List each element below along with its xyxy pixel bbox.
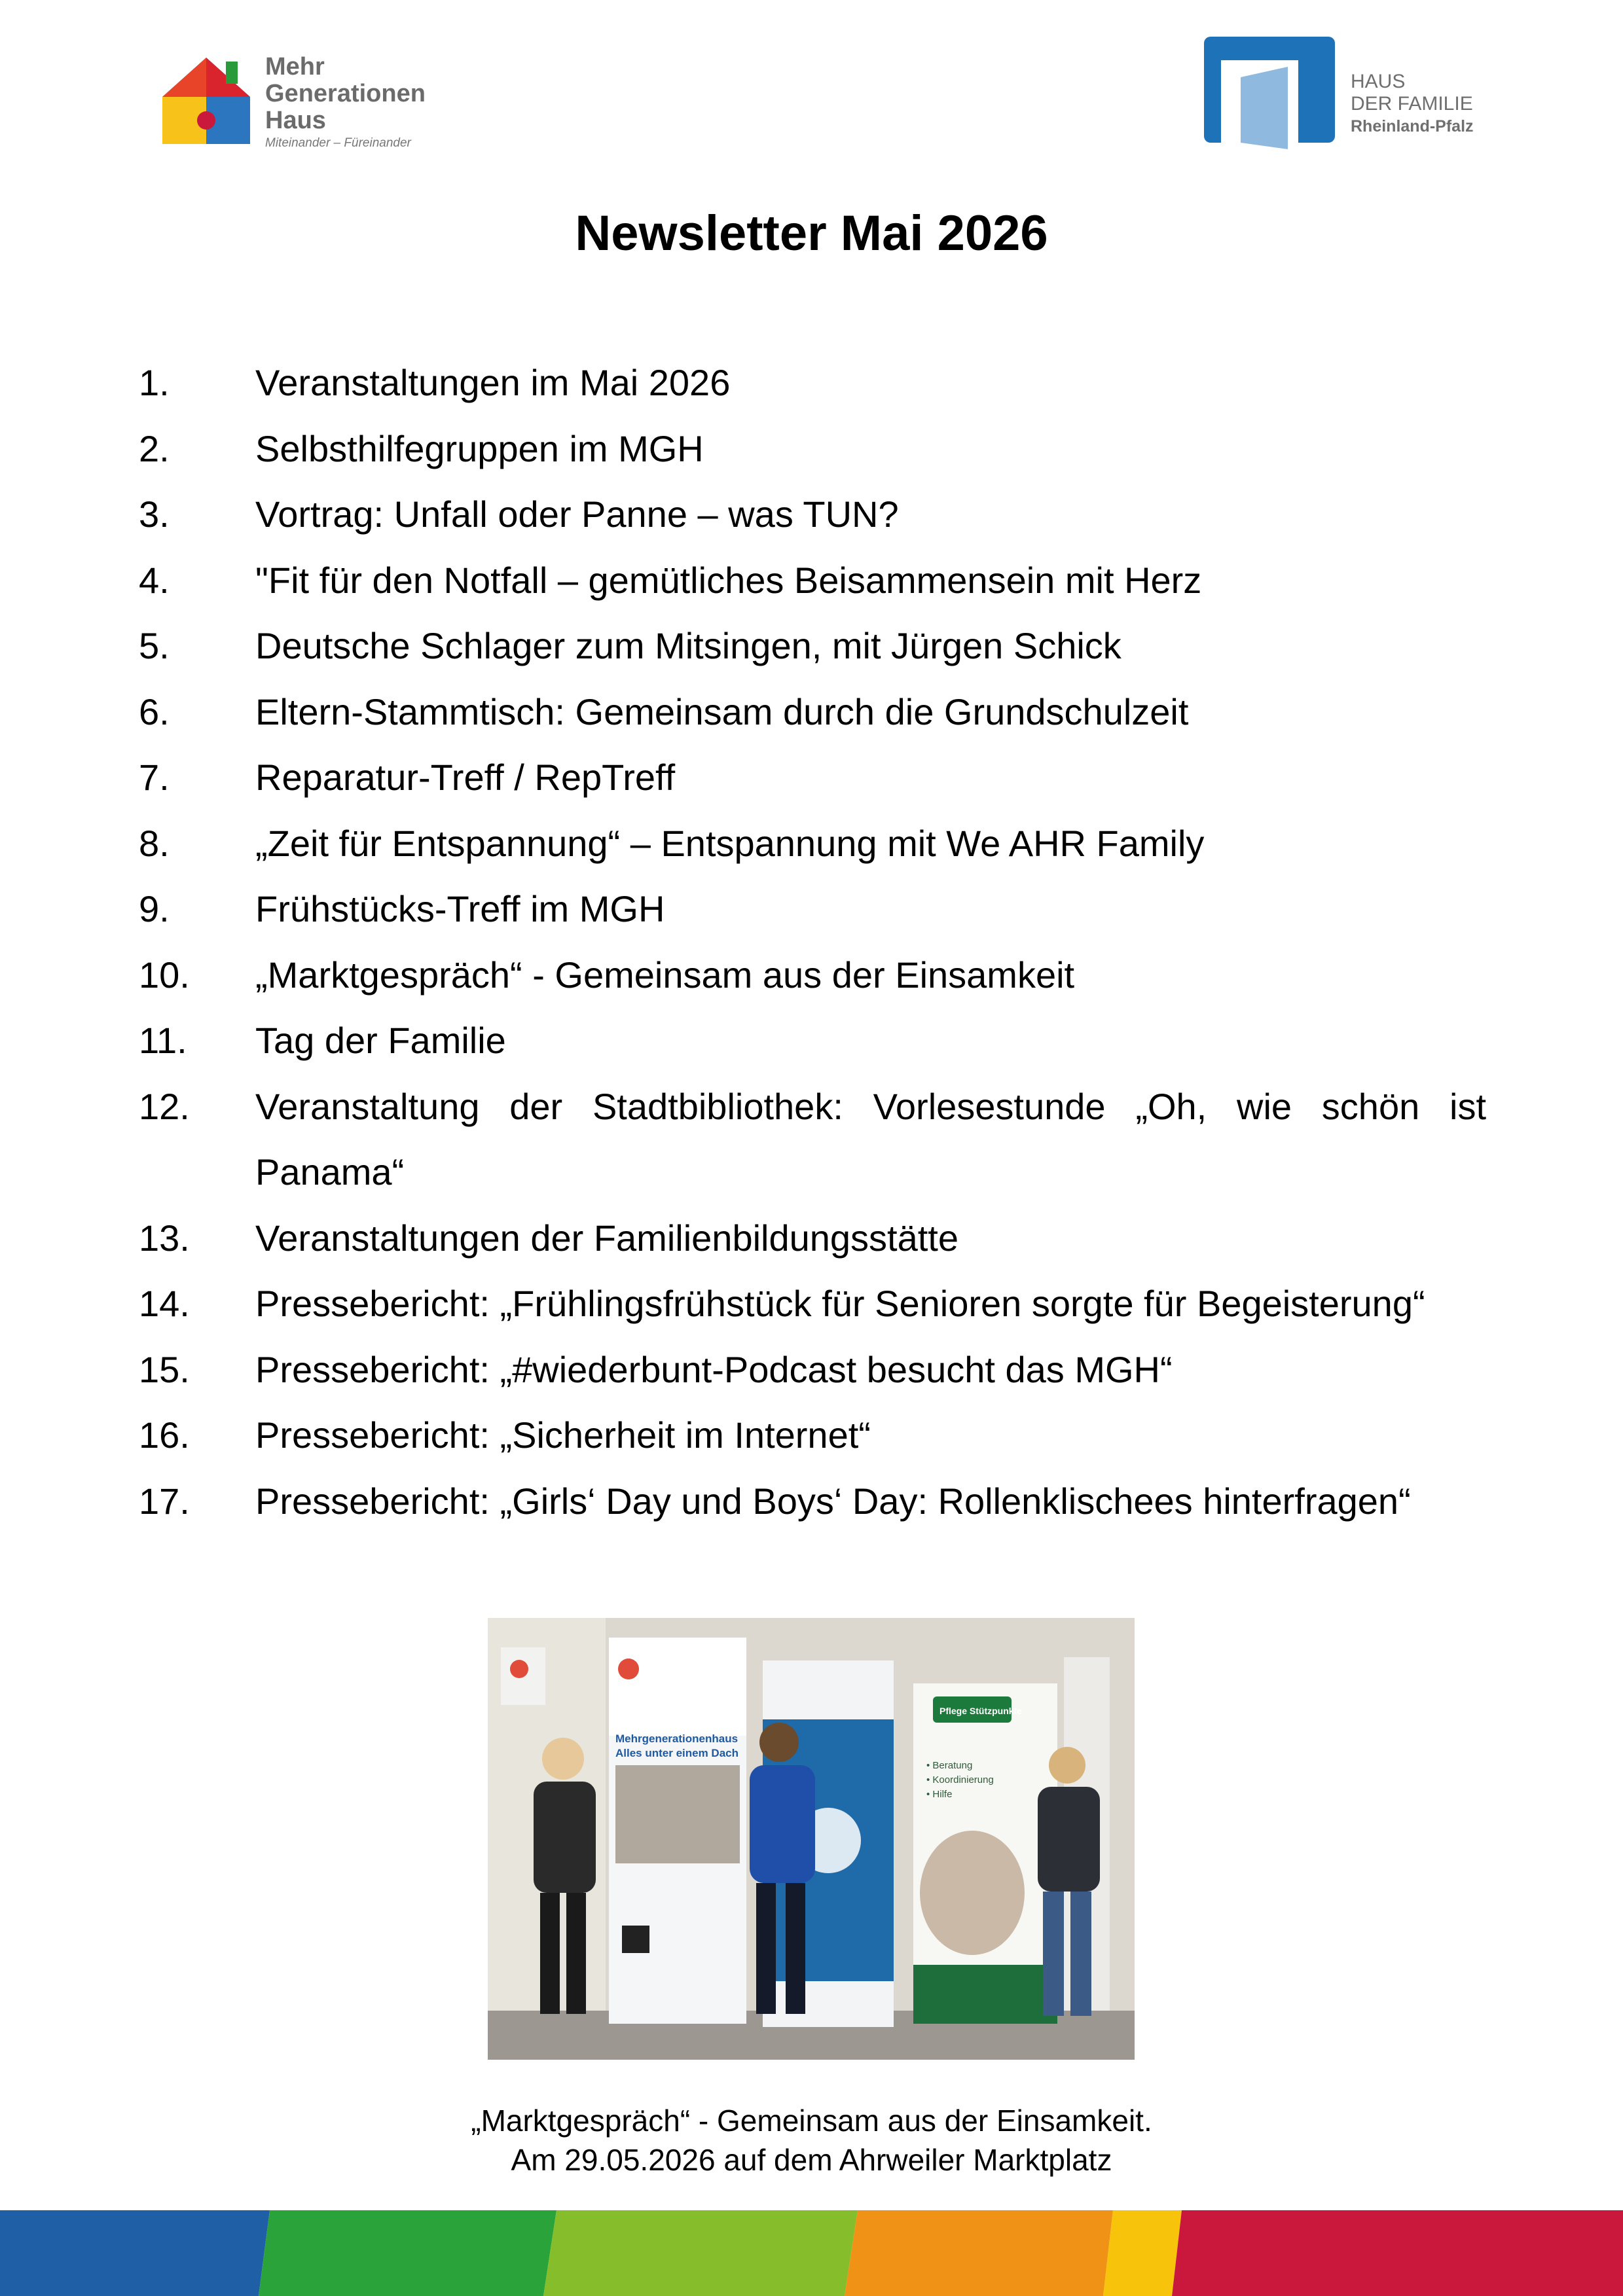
toc-item-text: Veranstaltungen im Mai 2026 bbox=[255, 362, 731, 403]
toc-item-text: Veranstaltungen der Familienbildungsstätte bbox=[255, 1217, 959, 1259]
bar-stripe-red bbox=[1172, 2210, 1623, 2296]
toc-item-number: 17. bbox=[139, 1480, 190, 1522]
table-of-contents bbox=[139, 350, 1486, 1534]
toc-item-number: 7. bbox=[139, 757, 170, 798]
toc-item bbox=[139, 416, 1486, 482]
bar-stripe-orange bbox=[845, 2210, 1113, 2296]
toc-item-number: 11. bbox=[139, 1020, 187, 1061]
toc-item-text: Vortrag: Unfall oder Panne – was TUN? bbox=[255, 493, 899, 535]
toc-item-text: Pressebericht: „Girls‘ Day und Boys‘ Day: Rollenklischees hinterfragen“ bbox=[255, 1480, 1411, 1522]
toc-item-number: 15. bbox=[139, 1348, 190, 1390]
toc-item bbox=[139, 1337, 1486, 1403]
bar-stripe-green bbox=[259, 2210, 556, 2296]
banner-3-brand: Pflege Stützpunkte bbox=[939, 1706, 1023, 1716]
rainbow-footer-bar bbox=[0, 2210, 1623, 2296]
toc-item bbox=[139, 1271, 1486, 1337]
toc-item-text: Deutsche Schlager zum Mitsingen, mit Jürgen Schick bbox=[255, 625, 1122, 666]
toc-item-number: 4. bbox=[139, 559, 170, 601]
banner-3-bullet: • Koordinierung bbox=[926, 1774, 994, 1785]
toc-item-text: "Fit für den Notfall – gemütliches Beisammensein mit Herz bbox=[255, 559, 1202, 601]
toc-item-number: 10. bbox=[139, 954, 190, 996]
banner-1-title: Mehrgenerationenhaus bbox=[615, 1732, 739, 1745]
toc-item-text: Pressebericht: „#wiederbunt-Podcast besucht das MGH“ bbox=[255, 1348, 1173, 1390]
logo-left-line-3: Haus bbox=[265, 107, 326, 134]
toc-item bbox=[139, 613, 1486, 679]
toc-item-text: Pressebericht: „Sicherheit im Internet“ bbox=[255, 1414, 871, 1456]
toc-item-number: 14. bbox=[139, 1283, 190, 1324]
toc-item bbox=[139, 548, 1486, 614]
logo-left-line-2: Generationen bbox=[265, 80, 426, 107]
toc-item bbox=[139, 1008, 1486, 1074]
haus-der-familie-logo bbox=[1201, 34, 1489, 158]
toc-item-text: „Marktgespräch“ - Gemeinsam aus der Einsamkeit bbox=[255, 954, 1075, 996]
logo-left-tagline: Miteinander – Füreinander bbox=[265, 136, 411, 150]
photo-illustration bbox=[488, 1618, 1135, 2060]
toc-item bbox=[139, 811, 1486, 877]
toc-item-number: 16. bbox=[139, 1414, 190, 1456]
logo-right-line-3: Rheinland-Pfalz bbox=[1351, 117, 1474, 135]
toc-item bbox=[139, 1469, 1486, 1535]
logo-left-line-1: Mehr bbox=[265, 53, 325, 81]
bar-stripe-lime bbox=[543, 2210, 858, 2296]
toc-item-number: 2. bbox=[139, 427, 170, 469]
toc-item-text: Eltern-Stammtisch: Gemeinsam durch die Grundschulzeit bbox=[255, 691, 1189, 732]
page-title: Newsletter Mai 2026 bbox=[575, 206, 1048, 261]
toc-item bbox=[139, 745, 1486, 811]
toc-item bbox=[139, 679, 1486, 745]
toc-item-number: 6. bbox=[139, 691, 170, 732]
caption-line-2: Am 29.05.2026 auf dem Ahrweiler Marktplatz bbox=[511, 2143, 1112, 2177]
bar-stripe-blue bbox=[0, 2210, 270, 2296]
toc-item-number: 9. bbox=[139, 888, 170, 929]
mehrgenerationenhaus-logo bbox=[157, 52, 445, 157]
toc-item bbox=[139, 876, 1486, 942]
toc-item bbox=[139, 1074, 1486, 1206]
toc-item-number: 1. bbox=[139, 362, 170, 403]
banner-3-bullet: • Hilfe bbox=[926, 1789, 953, 1800]
toc-item-number: 8. bbox=[139, 822, 170, 864]
toc-item-text: „Zeit für Entspannung“ – Entspannung mit We AHR Family bbox=[255, 822, 1205, 864]
toc-item-text: Veranstaltung der Stadtbibliothek: Vorlesestunde „Oh, wie schön ist Panama“ bbox=[255, 1085, 1486, 1193]
toc-item-text: Selbsthilfegruppen im MGH bbox=[255, 427, 704, 469]
toc-item-number: 3. bbox=[139, 493, 170, 535]
bar-stripe-yellow bbox=[1103, 2210, 1182, 2296]
toc-item bbox=[139, 482, 1486, 548]
toc-item-text: Tag der Familie bbox=[255, 1020, 506, 1061]
toc-item-text: Reparatur-Treff / RepTreff bbox=[255, 757, 676, 798]
house-puzzle-icon bbox=[157, 52, 255, 151]
caption-line-1: „Marktgespräch“ - Gemeinsam aus der Einsamkeit. bbox=[471, 2104, 1152, 2138]
toc-item-text: Pressebericht: „Frühlingsfrühstück für Senioren sorgte für Begeisterung“ bbox=[255, 1283, 1425, 1324]
logo-right-line-1: HAUS bbox=[1351, 71, 1406, 92]
toc-item bbox=[139, 1403, 1486, 1469]
toc-item-number: 13. bbox=[139, 1217, 190, 1259]
photo-caption bbox=[0, 2101, 1623, 2179]
toc-item-text: Frühstücks-Treff im MGH bbox=[255, 888, 665, 929]
logo-right-line-2: DER FAMILIE bbox=[1351, 93, 1473, 115]
toc-item-number: 12. bbox=[139, 1085, 190, 1127]
toc-item bbox=[139, 1206, 1486, 1272]
door-icon bbox=[1201, 34, 1339, 156]
banner-3-bullet: • Beratung bbox=[926, 1760, 973, 1771]
toc-item bbox=[139, 942, 1486, 1009]
toc-item-number: 5. bbox=[139, 625, 170, 666]
event-photo bbox=[488, 1618, 1135, 2060]
toc-item bbox=[139, 350, 1486, 416]
banner-1-subtitle: Alles unter einem Dach bbox=[615, 1747, 739, 1759]
